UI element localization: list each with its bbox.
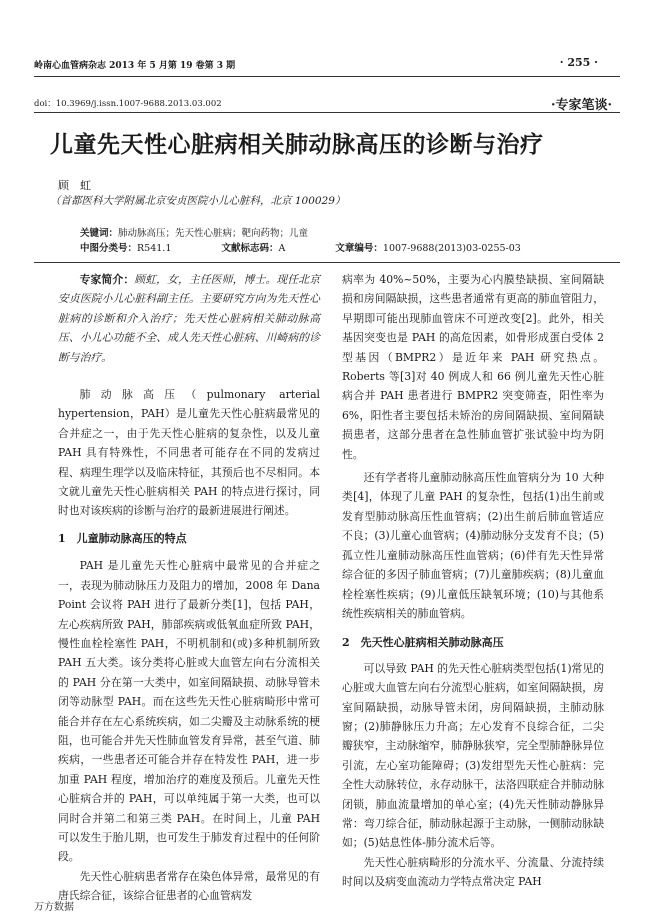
doi-rule [34,112,620,113]
meta-rule [34,262,620,263]
intro-paragraph: 肺动脉高压（pulmonary arterial hypertension，PAH）是儿童先天性心脏病最常见的合并症之一，由于先天性心脏病的复杂性，以及儿童 PAH 具有特殊性，不同患者可能存在不同的发病过程、病理生理学以及临床特征，其预后也不尽相同。本文就儿童先天性心脏病相关 PAH 的特点进行探讨，同时也对该疾病的诊断与治疗的最新进展进行阐述。 [58,388,320,518]
doc-code: A [278,243,286,254]
keywords-label: 关键词： [80,228,119,239]
author-bio [58,270,320,367]
left-column [58,270,320,906]
clc-label: 中图分类号： [80,243,138,254]
keywords-line [80,225,308,239]
right-column [342,270,604,892]
section-2-heading: 2 先天性心脏病相关肺动脉高压 [342,636,504,650]
article-no: 1007-9688(2013)03-0255-03 [382,243,521,254]
bio-text: 顾虹，女，主任医师，博士。现任北京安贞医院小儿心脏科副主任。主要研究方向为先天性心脏病的诊断和介入治疗；先天性心脏病相关肺动脉高压、小儿心功能不全、成人先天性心脏病、川崎病的诊断与治疗。 [58,273,321,364]
section-2-paragraph-1: 可以导致 PAH 的先天性心脏病类型包括(1)常见的心脏或大血管左向右分流型心脏病，如室间隔缺损，房室间隔缺损，动脉导管未闭，房间隔缺损，主肺动脉窗；(2)肺静脉压力升高；左心发育不良综合征，二尖瓣狭窄，主动脉缩窄，肺静脉狭窄，完全型肺静脉异位引流，左心室功能障碍；(3)发绀型先天性心脏病：完全性大动脉转位，永存动脉干，法洛四联症合并肺动脉闭锁，肺血流量增加的单心室；(4)先天性肺动静脉异常：弯刀综合征，肺动脉起源于主动脉，一侧肺动脉缺如；(5)姑息性体-肺分流术后等。 [342,661,604,850]
bio-label: 专家简介： [79,273,135,286]
right-paragraph-2: 还有学者将儿童肺动脉高压性血管病分为 10 大种类[4]，体现了儿童 PAH 的复杂性，包括(1)出生前或发育型肺动脉高压性血管病；(2)出生前后肺血管适应不良；(3)儿童心血管病；(4)肺动脉分支发育不良；(5)孤立性儿童肺动脉高压性血管病；(6)伴有先天性异常综合征的多因子肺血管病；(7)儿童肺疾病；(8)儿童血栓栓塞性疾病；(9)儿童低压缺氧环境；(10)与其他系统性疾病相关的肺血管病。 [342,471,604,620]
section-1-heading: 1 儿童肺动脉高压的特点 [58,531,187,545]
doi: doi：10.3969/j.issn.1007-9688.2013.03.002 [34,99,222,109]
footer-source: 万方数据 [34,902,74,913]
doc-code-label: 文献标志码： [221,243,279,254]
journal-header: 岭南心血管病杂志 2013 年 5 月第 19 卷第 3 期 [34,61,236,71]
section-1-paragraph-2: 先天性心脏病患者常存在染色体异常，最常见的有唐氏综合征，该综合征患者的心血管病发 [58,869,320,903]
page-number: · 255 · [559,56,598,69]
section-2-paragraph-2: 先天性心脏病畸形的分流水平、分流量、分流持续时间以及病变血流动力学特点常决定 PAH [342,855,604,889]
section-tag: ·专家笔谈· [550,98,612,113]
clc: R541.1 [137,243,172,254]
classification-line [80,240,521,254]
keywords: 肺动脉高压；先天性心脏病；靶向药物；儿童 [118,228,309,239]
header-rule [34,76,620,77]
right-paragraph-1: 病率为 40%~50%，主要为心内膜垫缺损、室间隔缺损和房间隔缺损，这些患者通常有更高的肺血管阻力，早期即可能出现肺血管床不可逆改变[2]。此外，相关基因突变也是 PAH 的高危因素，如骨形成蛋白受体 2 型基因（BMPR2）是近年来 PAH 研究热点。Roberts 等[3]对 40 例成人和 66 例儿童先天性心脏病合并 PAH 患者进行 BMPR2 突变筛查，阳性率为 6%，阳性者主要包括未矫治的房间隔缺损、室间隔缺损患者，这部分患者在急性肺血管扩张试验中均为阴性。 [342,273,604,461]
author: 顾 虹 [58,179,91,192]
section-1-paragraph-1: PAH 是儿童先天性心脏病中最常见的合并症之一，表现为肺动脉压力及阻力的增加，2008 年 Dana Point 会议将 PAH 进行了最新分类[1]，包括 PAH，左心疾病所致 PAH，肺部疾病或低氧血症所致 PAH，慢性血栓栓塞性 PAH，不明机制和(或)多种机制所致 PAH 五大类。该分类将心脏或大血管左向右分流相关的 PAH 分在第一大类中，如室间隔缺损、动脉导管未闭等动脉型 PAH。而在这些先天性心脏病畸形中常可能合并存在左心系统疾病，如二尖瓣及主动脉系统的梗阻，也可能合并先天性肺血管发育异常，甚至气道、肺疾病，一些患者还可能合并存在特发性 PAH，进一步加重 PAH 程度，增加治疗的难度及预后。儿童先天性心脏病合并的 PAH，可以单纯属于第一大类，也可以同时合并第二和第三类 PAH。在时间上，儿童 PAH 可以发生于胎儿期，也可发生于肺发育过程中的任何阶段。 [58,559,320,864]
affiliation: （首都医科大学附属北京安贞医院小儿心脏科，北京 100029） [50,195,346,207]
article-no-label: 文章编号： [335,243,383,254]
article-title: 儿童先天性心脏病相关肺动脉高压的诊断与治疗 [50,131,544,158]
